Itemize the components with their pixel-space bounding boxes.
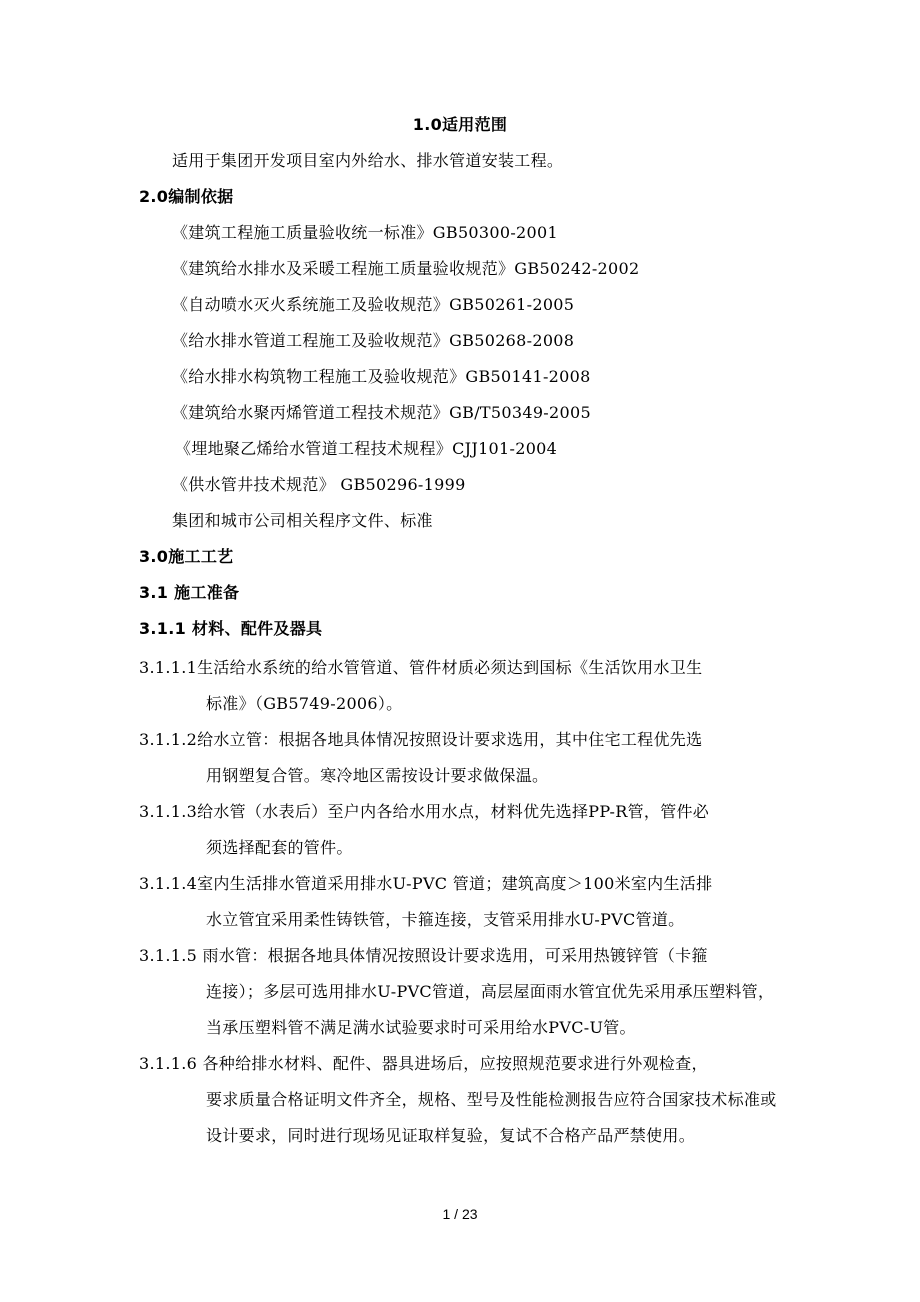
item-number: 3.1.1.5 xyxy=(139,946,198,965)
item-text: 给水管（水表后）至户内各给水用水点，材料优先选择PP-R管，管件必 xyxy=(197,802,710,821)
item-text-continued: 要求质量合格证明文件齐全，规格、型号及性能检测报告应符合国家技术标准或设计要求，同时进行现场见证取样复验，复试不合格产品严禁使用。 xyxy=(206,1090,777,1145)
list-item xyxy=(139,1046,784,1154)
item-text: 生活给水系统的给水管管道、管件材质必须达到国标《生活饮用水卫生 xyxy=(197,658,703,677)
item-number: 3.1.1.3 xyxy=(139,802,198,821)
item-number: 3.1.1.4 xyxy=(139,874,198,893)
item-text: 雨水管：根据各地具体情况按照设计要求选用，可采用热镀锌管（卡箍 xyxy=(197,946,708,965)
list-item xyxy=(139,650,784,722)
list-item xyxy=(139,866,784,938)
item-number: 3.1.1.2 xyxy=(139,730,198,749)
item-text-continued: 标准》（GB5749-2006）。 xyxy=(206,694,403,713)
reference-item: 《自动喷水灭火系统施工及验收规范》GB50261-2005 xyxy=(172,295,575,314)
item-text: 各种给排水材料、配件、器具进场后，应按照规范要求进行外观检查， xyxy=(197,1054,708,1073)
item-text-continued: 连接）；多层可选用排水U-PVC管道，高层屋面雨水管宜优先采用承压塑料管，当承压塑料管不满足满水试验要求时可采用给水PVC-U管。 xyxy=(206,982,775,1037)
list-item xyxy=(139,794,784,866)
page-number: 1 / 23 xyxy=(442,1206,478,1222)
item-text: 给水立管：根据各地具体情况按照设计要求选用，其中住宅工程优先选 xyxy=(197,730,703,749)
subsection-3-1-1-title: 3.1.1 材料、配件及器具 xyxy=(139,619,323,638)
item-number: 3.1.1.1 xyxy=(139,658,198,677)
section-1-title: 1.0适用范围 xyxy=(412,115,508,134)
subsection-3-1-title: 3.1 施工准备 xyxy=(139,583,240,602)
item-text-continued: 水立管宜采用柔性铸铁管，卡箍连接，支管采用排水U-PVC管道。 xyxy=(206,910,685,929)
reference-item: 《建筑工程施工质量验收统一标准》GB50300-2001 xyxy=(172,223,558,242)
section-3-title: 3.0施工工艺 xyxy=(139,547,234,566)
list-item xyxy=(139,938,784,1046)
item-text-continued: 用钢塑复合管。寒冷地区需按设计要求做保温。 xyxy=(206,766,549,785)
reference-item: 《供水管井技术规范》 GB50296-1999 xyxy=(172,475,466,494)
reference-item: 集团和城市公司相关程序文件、标准 xyxy=(172,511,433,530)
item-text-continued: 须选择配套的管件。 xyxy=(206,838,353,857)
reference-item: 《给水排水构筑物工程施工及验收规范》GB50141-2008 xyxy=(172,367,591,386)
reference-item: 《给水排水管道工程施工及验收规范》GB50268-2008 xyxy=(172,331,575,350)
item-text: 室内生活排水管道采用排水U-PVC 管道；建筑高度＞100米室内生活排 xyxy=(197,874,713,893)
section-2-title: 2.0编制依据 xyxy=(139,187,234,206)
reference-item: 《埋地聚乙烯给水管道工程技术规程》CJJ101-2004 xyxy=(175,439,558,458)
reference-item: 《建筑给水聚丙烯管道工程技术规范》GB/T50349-2005 xyxy=(172,403,591,422)
section-1-body: 适用于集团开发项目室内外给水、排水管道安装工程。 xyxy=(172,151,564,170)
reference-item: 《建筑给水排水及采暖工程施工质量验收规范》GB50242-2002 xyxy=(172,259,640,278)
item-number: 3.1.1.6 xyxy=(139,1054,198,1073)
list-item xyxy=(139,722,784,794)
